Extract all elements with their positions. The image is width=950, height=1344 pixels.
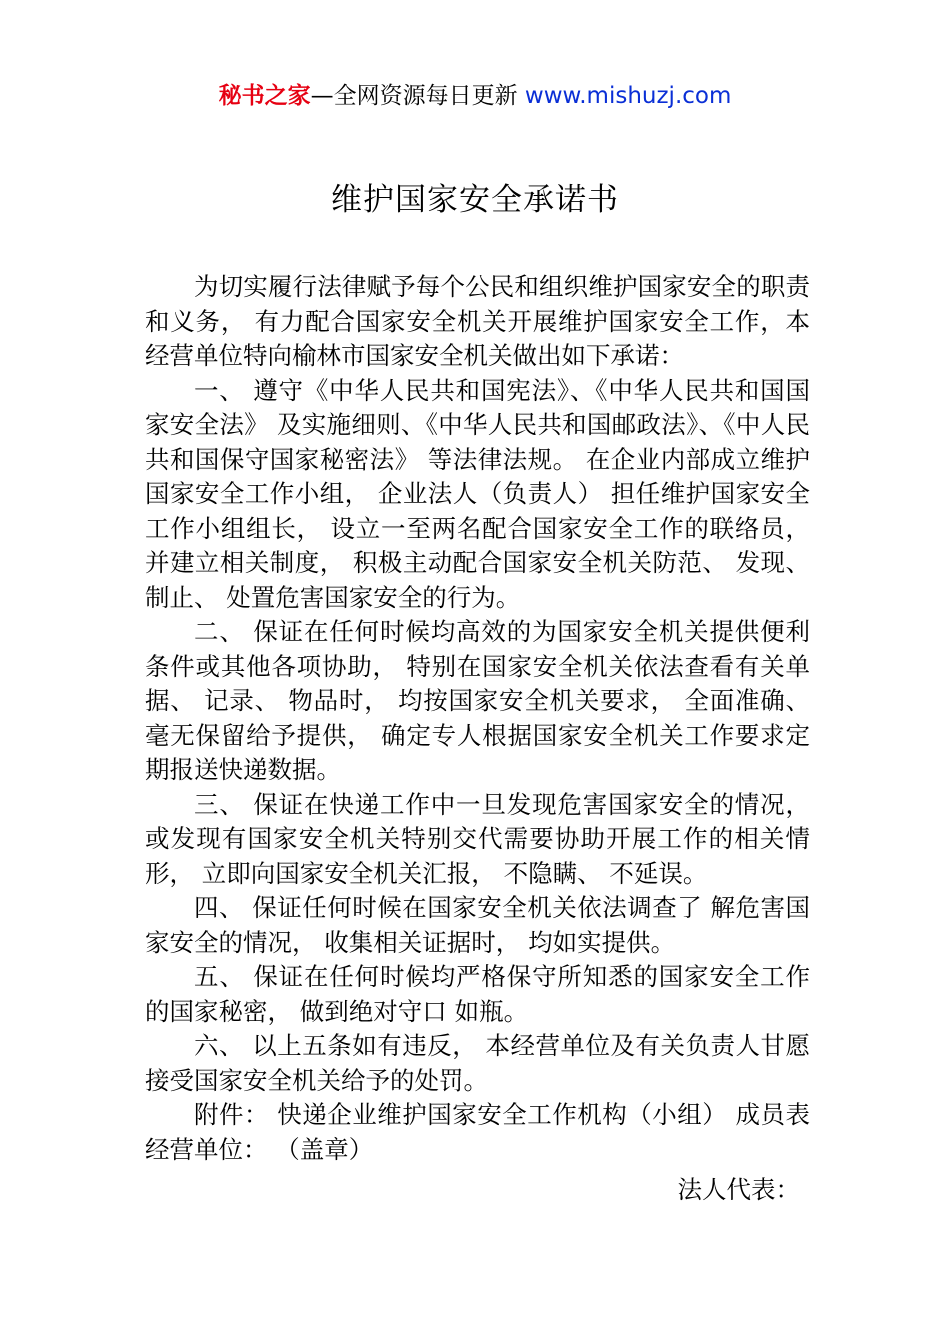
site-header (0, 80, 950, 112)
commitment-paragraph-1: 一、 遵守《中华人民共和国宪法》、《中华人民共和国国家安全法》 及实施细则、《中华人民共和国邮政法》、《中人民共和国保守国家秘密法》 等法律法规。 在企业内部成立维护国家安全工作小组， 企业法人（负责人） 担任维护国家安全工作小组组长， 设立一至两名配合国家安全工作的联络员， 并建立相关制度， 积极主动配合国家安全机关防范、 发现、 制止、 处置危害国家安全的行为。 (145, 375, 810, 612)
site-tagline: —全网资源每日更新 (310, 83, 525, 109)
commitment-paragraph-6: 六、 以上五条如有违反， 本经营单位及有关负责人甘愿接受国家安全机关给予的处罚。 (145, 1031, 810, 1095)
commitment-paragraph-4: 四、 保证任何时候在国家安全机关依法调查了 解危害国家安全的情况， 收集相关证据时， 均如实提供。 (145, 893, 810, 957)
document-title: 维护国家安全承诺书 (331, 182, 619, 218)
commitment-paragraph-3: 三、 保证在快递工作中一旦发现危害国家安全的情况，或发现有国家安全机关特别交代需要协助开展工作的相关情形， 立即向国家安全机关汇报， 不隐瞒、 不延误。 (145, 789, 810, 888)
commitment-paragraph-2: 二、 保证在任何时候均高效的为国家安全机关提供便利条件或其他各项协助， 特别在国家安全机关依法查看有关单据、 记录、 物品时， 均按国家安全机关要求， 全面准确、毫无保留给予提供， 确定专人根据国家安全机关工作要求定期报送快递数据。 (145, 617, 810, 784)
commitment-paragraph-5: 五、 保证在任何时候均严格保守所知悉的国家安全工作的国家秘密， 做到绝对守口 如瓶。 (145, 962, 810, 1026)
intro-paragraph: 为切实履行法律赋予每个公民和组织维护国家安全的职责和义务， 有力配合国家安全机关开展维护国家安全工作，本经营单位特向榆林市国家安全机关做出如下承诺： (145, 272, 810, 370)
site-url-link[interactable]: www.mishuzj.com (524, 83, 732, 109)
site-brand: 秘书之家 (218, 83, 311, 109)
document-body (145, 270, 810, 1167)
legal-representative-signature: 法人代表： (677, 1175, 800, 1204)
attachment-paragraph: 附件： 快递企业维护国家安全工作机构（小组） 成员表经营单位： （盖章） (145, 1100, 810, 1164)
